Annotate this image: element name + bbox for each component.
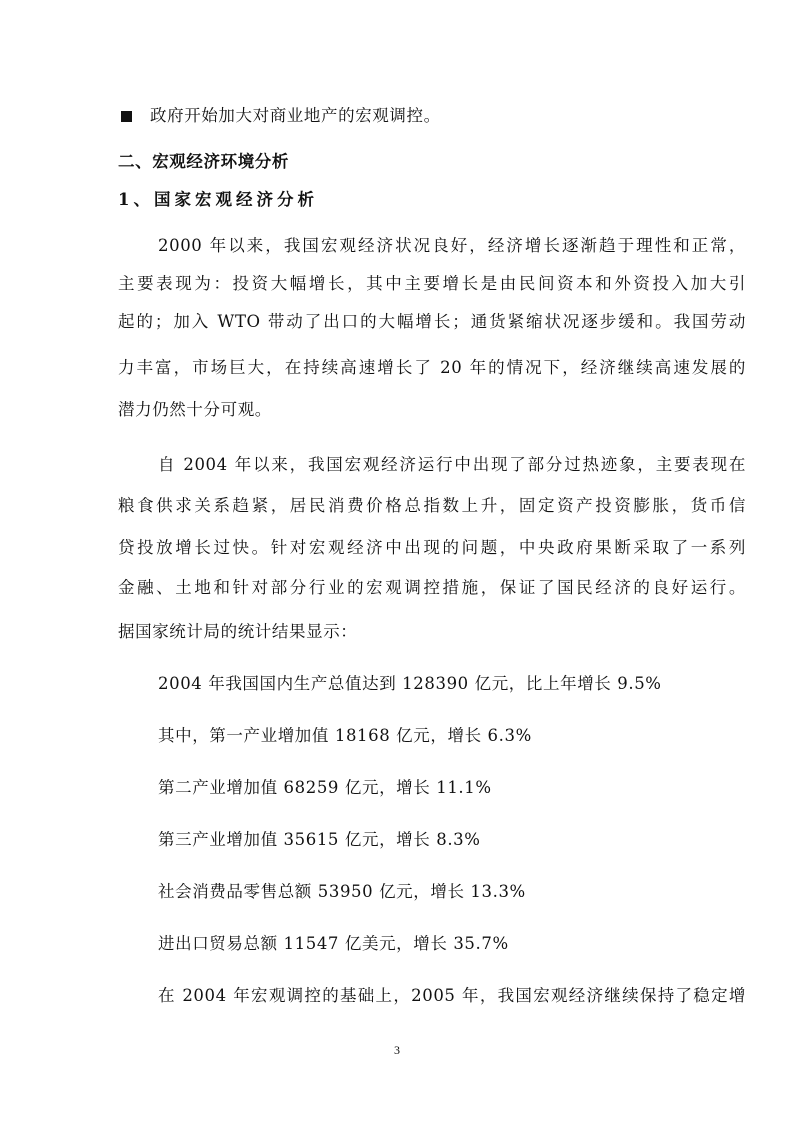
paragraph1-line: 力丰富，市场巨大，在持续高速增长了 20 年的情况下，经济继续高速发展的 — [118, 358, 746, 377]
page-number: 3 — [394, 1043, 400, 1057]
paragraph1-line: 主要表现为：投资大幅增长，其中主要增长是由民间资本和外资投入加大引 — [118, 274, 746, 293]
paragraph2-line: 据国家统计局的统计结果显示： — [118, 622, 358, 641]
stat-line: 社会消费品零售总额 53950 亿元，增长 13.3% — [158, 882, 526, 901]
paragraph1-line: 起的；加入 WTO 带动了出口的大幅增长；通货紧缩状况逐步缓和。我国劳动 — [118, 312, 746, 331]
paragraph3-line: 在 2004 年宏观调控的基础上，2005 年，我国宏观经济继续保持了稳定增 — [158, 986, 746, 1005]
paragraph1-line: 2000 年以来，我国宏观经济状况良好，经济增长逐渐趋于理性和正常， — [158, 236, 746, 255]
paragraph2-line: 金融、土地和针对部分行业的宏观调控措施，保证了国民经济的良好运行。 — [118, 578, 746, 597]
bullet-text: 政府开始加大对商业地产的宏观调控。 — [150, 106, 441, 125]
stat-line: 第三产业增加值 35615 亿元，增长 8.3% — [158, 830, 481, 849]
section-heading: 二、宏观经济环境分析 — [118, 152, 289, 171]
stat-line: 其中，第一产业增加值 18168 亿元，增长 6.3% — [158, 726, 532, 745]
paragraph2-line: 粮食供求关系趋紧，居民消费价格总指数上升，固定资产投资膨胀，货币信 — [118, 496, 746, 515]
paragraph2-line: 自 2004 年以来，我国宏观经济运行中出现了部分过热迹象，主要表现在 — [158, 455, 746, 474]
stat-line: 2004 年我国国内生产总值达到 128390 亿元，比上年增长 9.5% — [158, 674, 662, 693]
paragraph1-line: 潜力仍然十分可观。 — [118, 400, 272, 419]
stat-line: 进出口贸易总额 11547 亿美元，增长 35.7% — [158, 934, 509, 953]
subsection-heading: 1、国家宏观经济分析 — [118, 190, 318, 209]
bullet-item — [118, 104, 441, 128]
stat-line: 第二产业增加值 68259 亿元，增长 11.1% — [158, 778, 492, 797]
paragraph2-line: 贷投放增长过快。针对宏观经济中出现的问题，中央政府果断采取了一系列 — [118, 538, 746, 557]
square-bullet-icon — [121, 111, 132, 122]
